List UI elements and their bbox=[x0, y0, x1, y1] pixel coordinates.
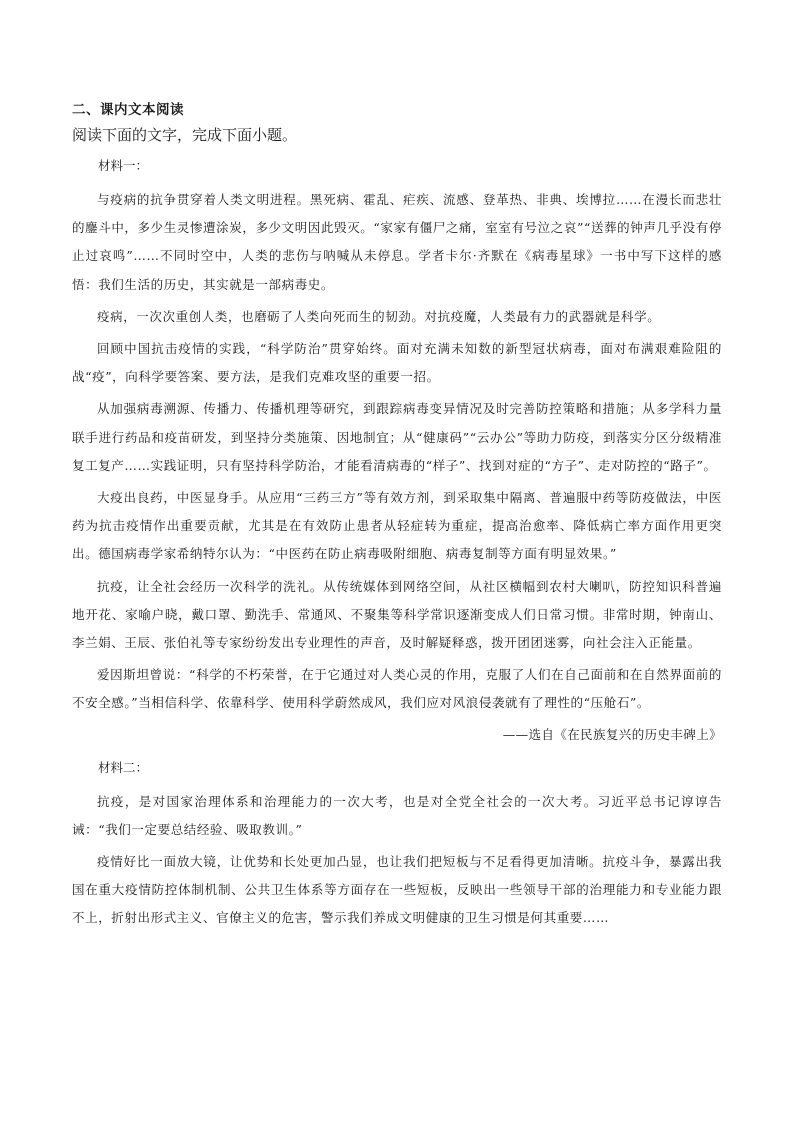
material-one-label: 材料一： bbox=[98, 158, 149, 173]
material-one-paragraph-4: 从加强病毒溯源、传播力、传播机理等研究，到跟踪病毒变异情况及时完善防控策略和措施；从多学科力量联手进行药品和疫苗研发，到坚持分类施策、因地制宜；从“健康码”“云办公”等助力防疫，到落实分区分级精准复工复产……实践证明，只有坚持科学防治，才能看清病毒的“样子”、找到对症的“方子”、走对防控的“路子”。 bbox=[72, 401, 722, 473]
document-page bbox=[72, 100, 722, 937]
material-two-label: 材料二： bbox=[98, 759, 149, 775]
material-one-paragraph-3: 回顾中国抗击疫情的实践，“科学防治”贯穿始终。面对充满未知数的新型冠状病毒，面对布满艰难险阻的战“疫”，向科学要答案、要方法，是我们克难攻坚的重要一招。 bbox=[72, 341, 722, 385]
material-one-source: ——选自《在民族复兴的历史丰碑上》 bbox=[502, 726, 722, 742]
question-instruction: 阅读下面的文字，完成下面小题。 bbox=[72, 126, 298, 144]
material-one-paragraph-7: 爱因斯坦曾说：“科学的不朽荣誉，在于它通过对人类心灵的作用，克服了人们在自己面前和在自然界面前的不安全感。”当相信科学、依靠科学、使用科学蔚然成风，我们应对风浪侵袭就有了理性的“压舱石”。 bbox=[72, 667, 722, 711]
material-one-paragraph-2: 疫病，一次次重创人类，也磨砺了人类向死而生的韧劲。对抗疫魔，人类最有力的武器就是科学。 bbox=[97, 308, 661, 324]
material-two-paragraph-1: 抗疫，是对国家治理体系和治理能力的一次大考，也是对全党全社会的一次大考。习近平总书记谆谆告诫：“我们一定要总结经验、吸取教训。” bbox=[72, 793, 722, 837]
section-title: 二、课内文本阅读 bbox=[72, 102, 184, 118]
material-one-paragraph-6: 抗疫，让全社会经历一次科学的洗礼。从传统媒体到网络空间，从社区横幅到农村大喇叭，防控知识科普遍地开花、家喻户晓，戴口罩、勤洗手、常通风、不聚集等科学常识逐渐变成人们日常习惯。非常时期，钟南山、李兰娟、王辰、张伯礼等专家纷纷发出专业理性的声音，及时解疑释惑，拨开团团迷雾，向社会注入正能量。 bbox=[72, 578, 722, 651]
material-one-paragraph-1: 与疫病的抗争贯穿着人类文明进程。黑死病、霍乱、疟疾、流感、登革热、非典、埃博拉……在漫长而悲壮的鏖斗中，多少生灵惨遭涂炭，多少文明因此毁灭。“家家有僵尸之痛，室室有号泣之哀”“送葬的钟声几乎没有停止过哀鸣”……不同时空中，人类的悲伤与呐喊从未停息。学者卡尔·齐默在《病毒星球》一书中写下这样的感悟：我们生活的历史，其实就是一部病毒史。 bbox=[72, 192, 722, 292]
material-one-paragraph-5: 大疫出良药，中医显身手。从应用“三药三方”等有效方剂，到采取集中隔离、普遍服中药等防疫做法，中医药为抗击疫情作出重要贡献，尤其是在有效防止患者从轻症转为重症，提高治愈率、降低病亡率方面作用更突出。德国病毒学家希纳特尔认为：“中医药在防止病毒吸附细胞、病毒复制等方面有明显效果。” bbox=[72, 490, 722, 562]
material-two-paragraph-2: 疫情好比一面放大镜，让优势和长处更加凸显，也让我们把短板与不足看得更加清晰。抗疫斗争，暴露出我国在重大疫情防控体制机制、公共卫生体系等方面存在一些短板，反映出一些领导干部的治理能力和专业能力跟不上，折射出形式主义、官僚主义的危害，警示我们养成文明健康的卫生习惯是何其重要…… bbox=[72, 854, 722, 926]
